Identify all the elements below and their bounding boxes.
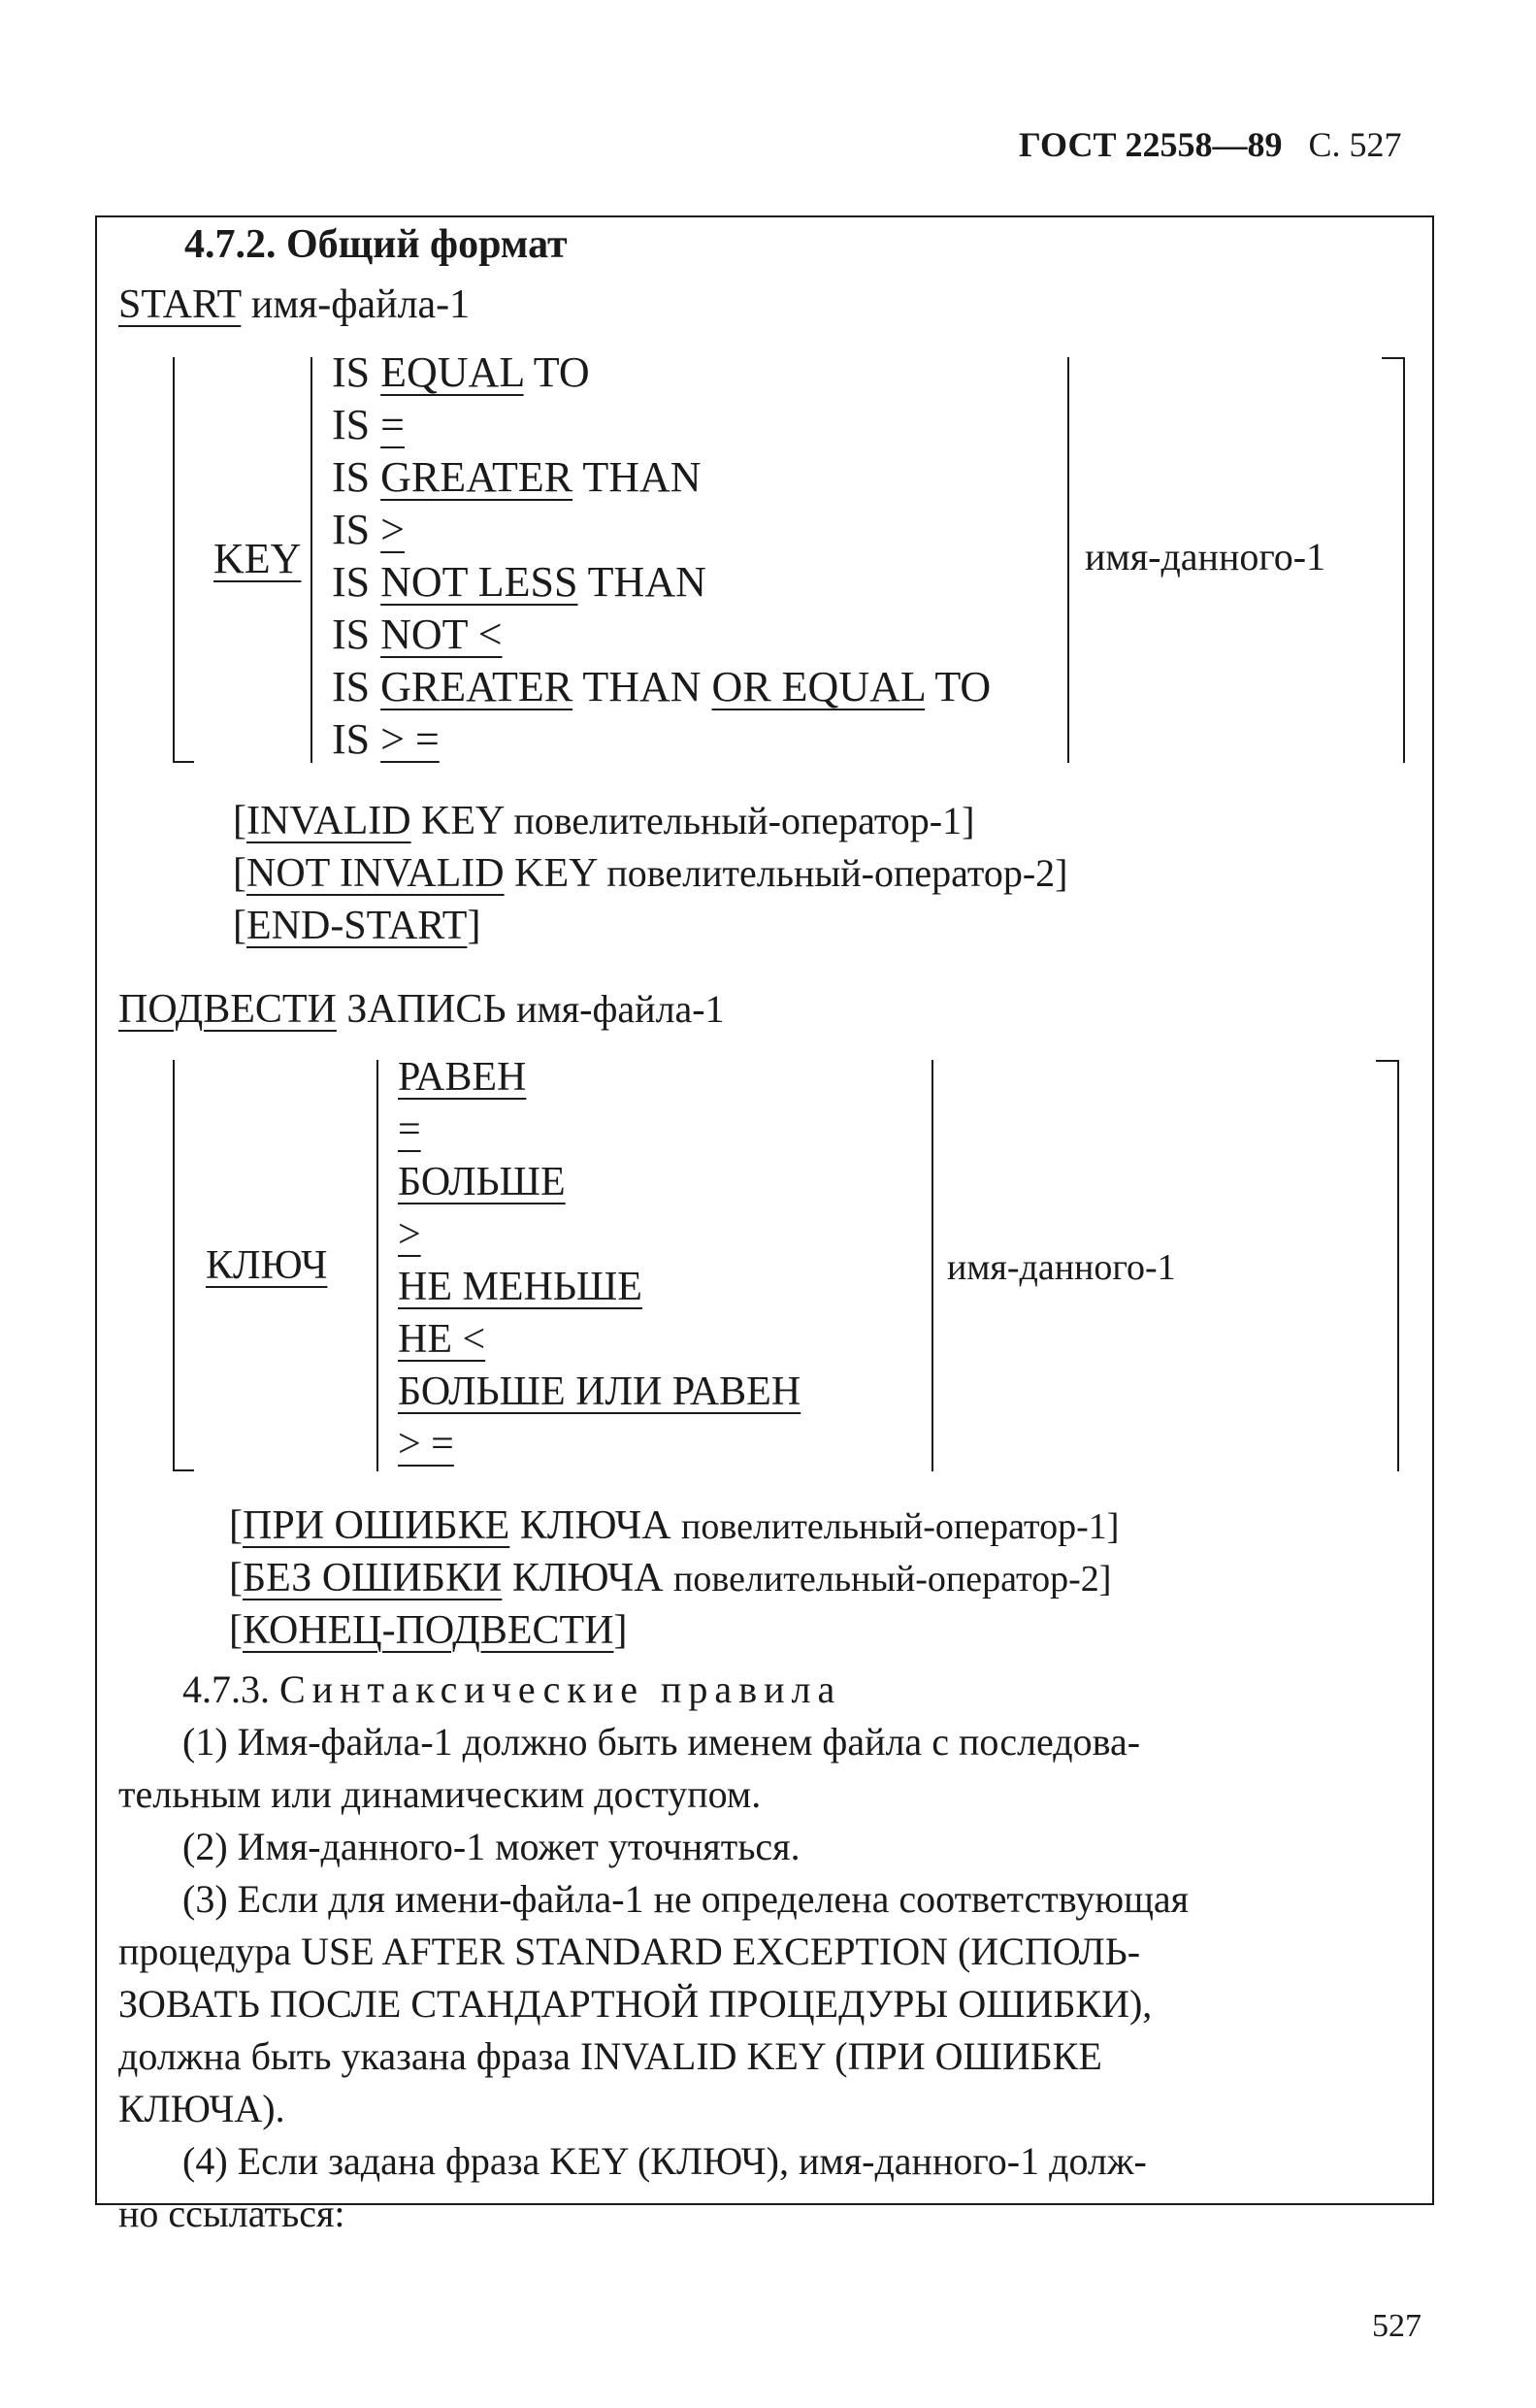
option-word: THAN	[582, 453, 702, 501]
rule-4-line-2: но ссылаться:	[118, 2192, 345, 2235]
ru-option: =	[398, 1107, 421, 1152]
clause-key: КЛЮЧА	[519, 1503, 671, 1548]
start-statement	[118, 281, 470, 328]
frame-top-rule	[95, 215, 1434, 217]
ru-option: РАВЕН	[398, 1055, 527, 1100]
clause-rest: повелительный-оператор-2]	[673, 1559, 1112, 1600]
clause-not-invalid-key	[233, 850, 1067, 897]
start-file-name: имя-файла-1	[250, 282, 471, 327]
bracket: [	[229, 1556, 243, 1600]
ru-option: БОЛЬШЕ ИЛИ РАВЕН	[398, 1369, 801, 1414]
option-not-less-than	[332, 557, 706, 607]
option-is: IS	[332, 348, 371, 396]
ru-option: > =	[398, 1422, 454, 1467]
ru-optional-bracket-left-foot	[173, 1469, 194, 1471]
clause-rest: ]	[467, 904, 481, 948]
rules-title	[182, 1664, 841, 1716]
ru-verb2: ЗАПИСЬ	[346, 987, 507, 1032]
option-equal-to	[332, 347, 590, 397]
ru-file-name: имя-файла-1	[516, 987, 725, 1031]
clause-rest: ]	[613, 1608, 628, 1653]
option-is: IS	[332, 506, 371, 553]
option-greater-or-equal	[332, 662, 991, 711]
clause-rest: повелительный-оператор-2]	[606, 851, 1068, 895]
clause-keyword: ПРИ ОШИБКЕ	[243, 1503, 510, 1548]
ru-option: НЕ МЕНЬШЕ	[398, 1265, 642, 1309]
choice-brace-left	[310, 357, 312, 763]
option-greater-sign	[332, 505, 405, 554]
bracket: [	[229, 1608, 243, 1653]
start-keyword: START	[118, 282, 242, 327]
key-keyword	[213, 534, 301, 583]
clause-rest: повелительный-оператор-1]	[513, 799, 975, 842]
option-word: NOT LESS	[380, 558, 578, 606]
ru-optional-bracket-left	[173, 1060, 175, 1471]
option-is: IS	[332, 453, 371, 501]
option-greater-than	[332, 452, 702, 502]
option-word: EQUAL	[380, 348, 524, 396]
clause-keyword: END-START	[246, 904, 468, 948]
option-word: THAN	[582, 663, 702, 710]
ru-statement	[118, 986, 725, 1033]
option-is: IS	[332, 610, 371, 658]
ru-option: НЕ <	[398, 1317, 486, 1362]
rule-3-line-2: процедура USE AFTER STANDARD EXCEPTION (ИСПОЛЬ-	[118, 1930, 1141, 1973]
frame-left-rule	[95, 215, 97, 2205]
data-name-ru: имя-данного-1	[947, 1247, 1176, 1288]
page-reference: С. 527	[1308, 125, 1402, 164]
option-word: TO	[533, 348, 590, 396]
option-word: > =	[380, 715, 440, 763]
ru-optional-bracket-right-head	[1376, 1060, 1397, 1062]
option-word: TO	[934, 663, 992, 710]
option-word: THAN	[587, 558, 706, 606]
clause-pri-oshibke	[229, 1502, 1119, 1549]
rule-3-line-3: ЗОВАТЬ ПОСЛЕ СТАНДАРТНОЙ ПРОЦЕДУРЫ ОШИБКИ),	[118, 1982, 1153, 2026]
option-greater-equal-sign	[332, 714, 440, 764]
option-word: OR EQUAL	[711, 663, 926, 710]
rule-3-line-4: должна быть указана фраза INVALID KEY (ПРИ ОШИБКЕ	[118, 2034, 1102, 2078]
standard-number: ГОСТ 22558—89	[1019, 125, 1283, 164]
option-word: >	[380, 506, 405, 553]
key-label: KEY	[213, 535, 302, 582]
clause-keyword: INVALID	[246, 799, 411, 843]
ru-option: >	[398, 1212, 421, 1257]
frame-right-rule	[1432, 215, 1434, 2205]
ru-choice-brace-right	[931, 1060, 933, 1471]
optional-bracket-right	[1403, 357, 1405, 763]
option-is: IS	[332, 715, 371, 763]
ru-verb: ПОДВЕСТИ	[118, 987, 337, 1032]
optional-bracket-left	[173, 357, 175, 763]
page-number: 527	[1372, 2308, 1422, 2344]
data-name-en: имя-данного-1	[1085, 535, 1326, 578]
optional-bracket-right-head	[1382, 357, 1403, 359]
choice-brace-right	[1067, 357, 1069, 763]
clause-key: KEY	[421, 799, 504, 843]
option-word: GREATER	[380, 453, 573, 501]
option-is: IS	[332, 558, 371, 606]
bracket: [	[233, 799, 246, 843]
rule-3-line-1: (3) Если для имени-файла-1 не определена соответствующая	[182, 1877, 1190, 1921]
clause-konets	[229, 1607, 628, 1654]
rule-4-line-1: (4) Если задана фраза KEY (КЛЮЧ), имя-данного-1 долж-	[182, 2139, 1147, 2183]
optional-bracket-left-foot	[173, 761, 194, 763]
ru-key-keyword	[206, 1242, 327, 1289]
option-not-less-sign	[332, 610, 503, 659]
running-header	[1019, 124, 1401, 165]
rule-1-line-2: тельным или динамическим доступом.	[118, 1772, 762, 1816]
ru-choice-brace-left	[376, 1060, 378, 1471]
clause-rest: повелительный-оператор-1]	[681, 1506, 1120, 1547]
section-title: 4.7.2. Общий формат	[184, 222, 568, 267]
clause-key: КЛЮЧА	[511, 1556, 664, 1600]
rules-heading: Синтаксические правила	[279, 1667, 842, 1711]
option-word: NOT <	[380, 610, 503, 658]
rule-1-line-1: (1) Имя-файла-1 должно быть именем файла с последова-	[182, 1720, 1141, 1764]
ru-option: БОЛЬШЕ	[398, 1160, 566, 1204]
bracket: [	[233, 904, 246, 948]
bracket: [	[233, 851, 246, 896]
option-equal-sign	[332, 400, 405, 449]
clause-keyword: КОНЕЦ-ПОДВЕСТИ	[243, 1608, 614, 1653]
clause-invalid-key	[233, 798, 974, 844]
clause-end-start	[233, 903, 480, 949]
clause-key: KEY	[514, 851, 597, 896]
option-is: IS	[332, 401, 371, 448]
bracket: [	[229, 1503, 243, 1548]
option-is: IS	[332, 663, 371, 710]
clause-keyword: БЕЗ ОШИБКИ	[243, 1556, 503, 1600]
ru-key-label: КЛЮЧ	[206, 1243, 328, 1288]
rule-2: (2) Имя-данного-1 может уточняться.	[182, 1825, 801, 1868]
option-word: =	[380, 401, 405, 448]
clause-bez-oshibki	[229, 1555, 1111, 1601]
rule-3-line-5: КЛЮЧА).	[118, 2087, 285, 2130]
option-word: GREATER	[380, 663, 573, 710]
rules-number: 4.7.3.	[182, 1667, 270, 1711]
clause-keyword: NOT INVALID	[246, 851, 505, 896]
ru-optional-bracket-right	[1397, 1060, 1399, 1471]
